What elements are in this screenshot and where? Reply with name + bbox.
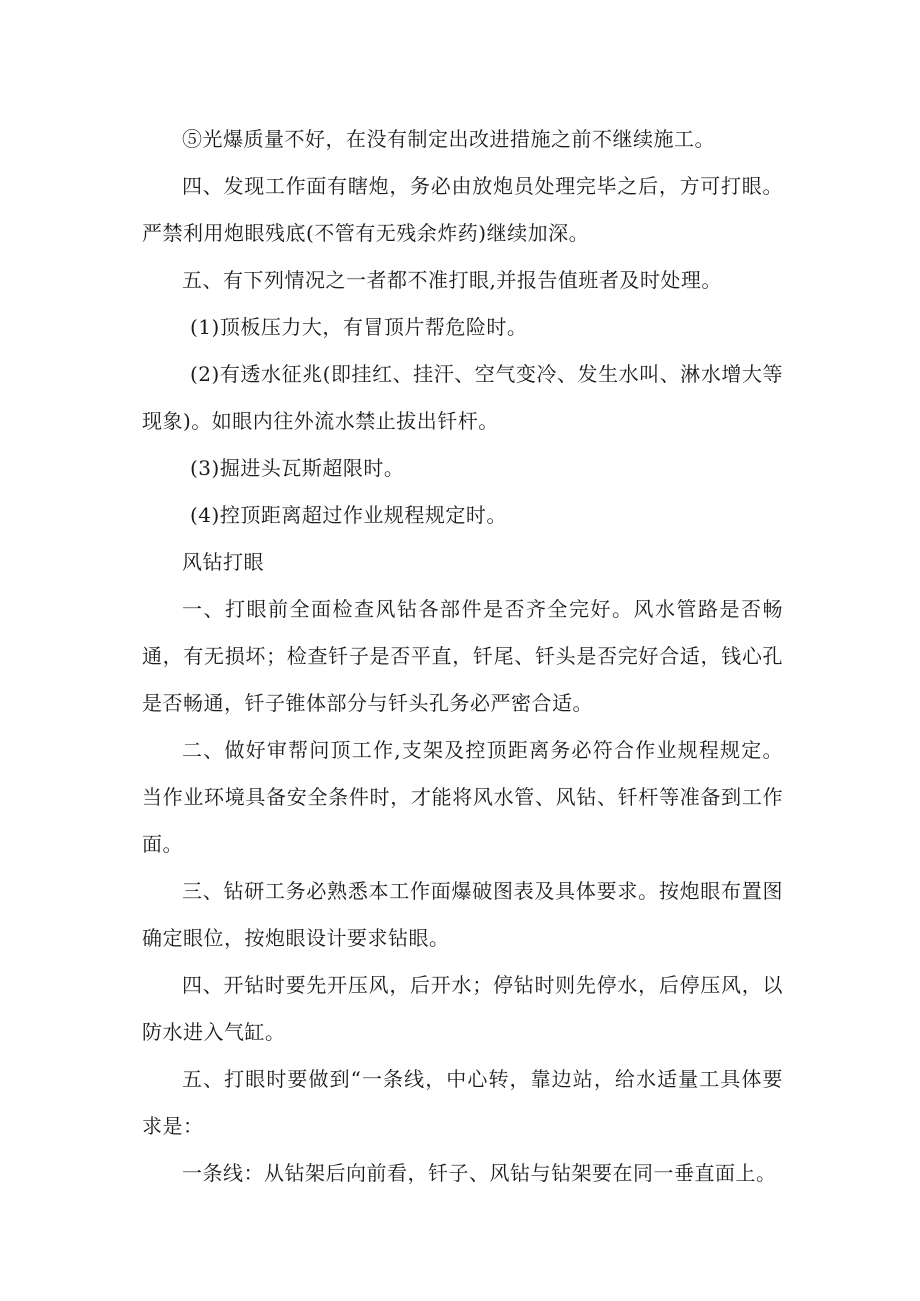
paragraph-quality-note: ⑤光爆质量不好，在没有制定出改进措施之前不继续施工。	[182, 127, 715, 151]
paragraph-no-drilling-conditions: 五、有下列情况之一者都不准打眼,并报告值班者及时处理。	[182, 268, 722, 292]
list-item-water-inrush: (2)有透水征兆(即挂红、挂汗、空气变冷、发生水叫、淋水增大等现象)。如眼内往外流水禁止拔出钎杆。	[142, 362, 783, 433]
section-heading-pneumatic-drilling: 风钻打眼	[182, 550, 264, 574]
list-item-gas-limit: (3)掘进头瓦斯超限时。	[190, 456, 405, 480]
paragraph-air-water-order: 四、开钻时要先开压风，后开水；停钻时则先停水，后停压风，以防水进入气缸。	[142, 973, 783, 1044]
paragraph-blast-chart: 三、钻研工务必熟悉本工作面爆破图表及具体要求。按炮眼布置图确定眼位，按炮眼设计要求钻眼。	[142, 879, 783, 950]
paragraph-misfire-rule: 四、发现工作面有瞎炮，务必由放炮员处理完毕之后，方可打眼。严禁利用炮眼残底(不管有无残余炸药)继续加深。	[142, 174, 783, 245]
paragraph-drill-inspection: 一、打眼前全面检查风钻各部件是否齐全完好。风水管路是否畅通，有无损坏；检查钎子是否平直，钎尾、钎头是否完好合适，钱心孔是否畅通，钎子锥体部分与钎头孔务必严密合适。	[142, 597, 783, 715]
paragraph-drilling-requirements: 五、打眼时要做到“一条线，中心转，靠边站，给水适量工具体要求是：	[142, 1067, 783, 1138]
list-item-roof-distance: (4)控顶距离超过作业规程规定时。	[190, 503, 507, 527]
paragraph-straight-line: 一条线：从钻架后向前看，钎子、风钻与钻架要在同一垂直面上。	[182, 1161, 777, 1185]
paragraph-roof-check: 二、做好审帮问顶工作,支架及控顶距离务必符合作业规程规定。当作业环境具备安全条件时，才能将风水管、风钻、钎杆等准备到工作面。	[142, 738, 783, 856]
list-item-roof-pressure: (1)顶板压力大，有冒顶片帮危险时。	[190, 315, 528, 339]
document-body	[142, 116, 783, 1197]
